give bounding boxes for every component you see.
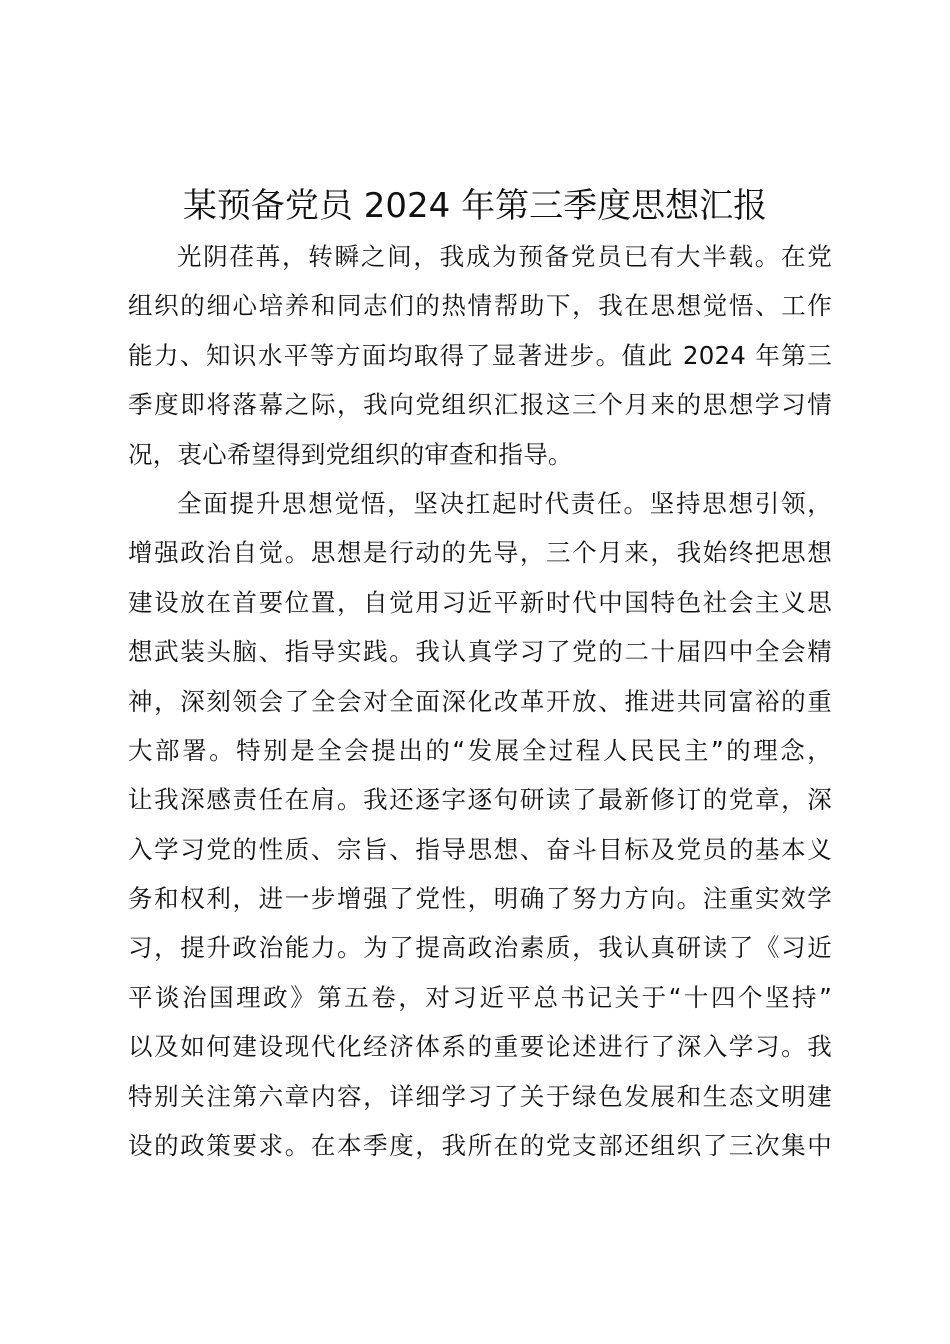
paragraph-line: 能力、知识水平等方面均取得了显著进步。值此 2024 年第三 [128,340,832,370]
paragraph-line: 大部署。特别是全会提出的“发展全过程人民民主”的理念， [128,735,832,765]
paragraph-line: 组织的细心培养和同志们的热情帮助下，我在思想觉悟、工作 [128,291,832,321]
paragraph-1 [128,232,832,479]
paragraph-line: 特别关注第六章内容，详细学习了关于绿色发展和生态文明建 [128,1081,832,1111]
paragraph-line: 况，衷心希望得到党组织的审查和指导。 [128,439,573,469]
paragraph-line: 想武装头脑、指导实践。我认真学习了党的二十届四中全会精 [128,637,832,667]
paragraph-line: 平谈治国理政》第五卷，对习近平总书记关于“十四个坚持” [128,982,832,1012]
paragraph-2 [128,479,832,1170]
paragraph-line: 以及如何建设现代化经济体系的重要论述进行了深入学习。我 [128,1032,832,1062]
paragraph-line: 入学习党的性质、宗旨、指导思想、奋斗目标及党员的基本义 [128,834,832,864]
paragraph-line: 习，提升政治能力。为了提高政治素质，我认真研读了《习近 [128,933,832,963]
document-body [128,232,832,1170]
paragraph-line: 增强政治自觉。思想是行动的先导，三个月来，我始终把思想 [128,538,832,568]
paragraph-line: 建设放在首要位置，自觉用习近平新时代中国特色社会主义思 [128,587,832,617]
paragraph-line: 设的政策要求。在本季度，我所在的党支部还组织了三次集中 [128,1131,832,1161]
paragraph-line: 全面提升思想觉悟，坚决扛起时代责任。坚持思想引领， [177,488,832,518]
paragraph-line: 让我深感责任在肩。我还逐字逐句研读了最新修订的党章，深 [128,785,832,815]
document-title: 某预备党员 2024 年第三季度思想汇报 [182,186,768,226]
paragraph-line: 季度即将落幕之际，我向党组织汇报这三个月来的思想学习情 [128,390,832,420]
paragraph-line: 光阴荏苒，转瞬之间，我成为预备党员已有大半载。在党 [177,242,832,271]
paragraph-line: 务和权利，进一步增强了党性，明确了努力方向。注重实效学 [128,884,832,914]
paragraph-line: 神，深刻领会了全会对全面深化改革开放、推进共同富裕的重 [128,686,832,716]
